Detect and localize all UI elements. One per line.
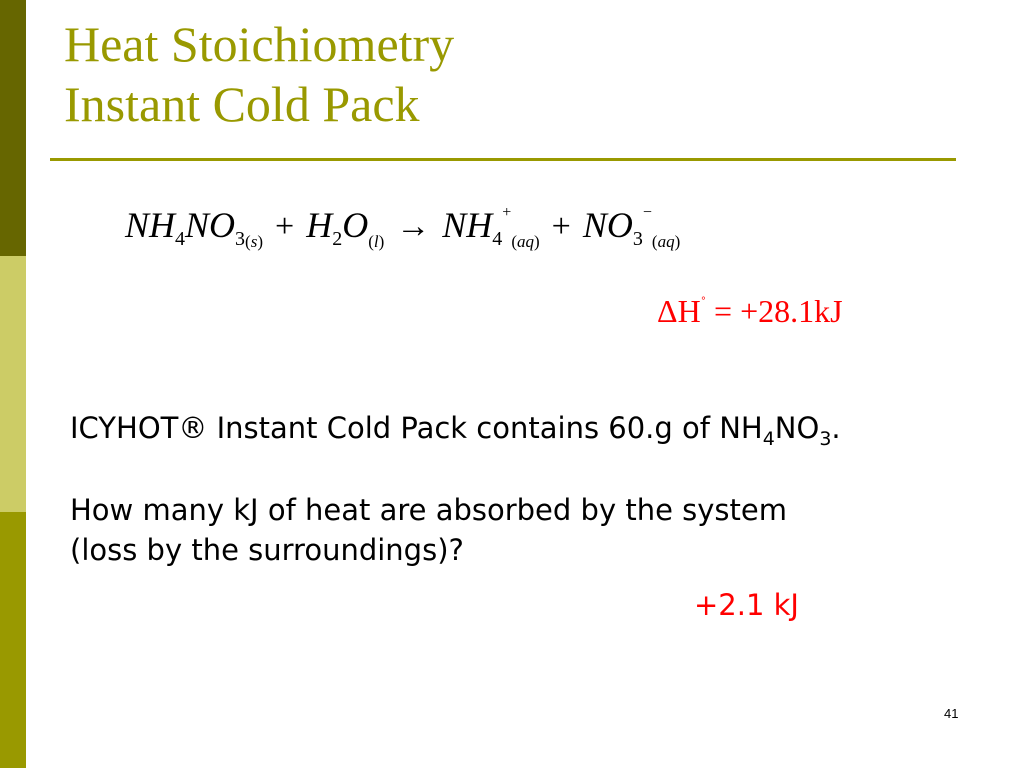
reactant-2-phase: (l) [368,232,385,251]
sidebar-segment-light [0,256,26,512]
reactant-2-h: H [306,205,333,245]
product-2-sub-3: 3 [632,228,643,250]
slide-title [64,14,454,134]
answer-value: +2.1 kJ [694,588,799,622]
sidebar-decoration [0,0,26,768]
product-2-phase: (aq) [651,232,681,251]
slide-number: 41 [944,706,959,721]
product-2-charge: − [642,204,652,221]
reactant-1-sub-4: 4 [175,228,186,250]
product-1-charge: + [502,204,512,221]
reactant-1-nh: NH [125,205,176,245]
product-1-nh: NH [442,205,493,245]
chemical-equation [125,204,680,264]
title-underline [50,158,956,161]
title-line-1: Heat Stoichiometry [64,16,455,72]
enthalpy-number: = +28.1kJ [706,293,843,329]
product-2-no: NO [582,205,633,245]
reactant-2-sub-2: 2 [332,228,343,250]
enthalpy-value [657,293,843,330]
plus-sign-2: + [551,208,571,245]
title-line-2: Instant Cold Pack [64,76,420,132]
reactant-1-sub-3: 3 [235,228,246,250]
reactant-1-no: NO [185,205,236,245]
reactant-1-phase: (s) [245,232,263,251]
delta-h-symbol: ΔH [657,293,701,329]
reactant-2-o: O [342,205,369,245]
reaction-arrow-icon: → [396,208,431,245]
sidebar-segment-dark [0,0,26,256]
sidebar-segment-mid [0,512,26,768]
plus-sign-1: + [275,208,295,245]
question-statement: ICYHOT® Instant Cold Pack contains 60.g of $NH_4NO_3$. [70,411,841,450]
question-line-3: (loss by the surroundings)? [70,533,464,567]
product-1-sub-4: 4 [492,228,503,250]
standard-state-degree: ˚ [700,295,707,312]
question-line-2: How many kJ of heat are absorbed by the system [70,493,787,527]
product-1-phase: (aq) [511,232,540,251]
